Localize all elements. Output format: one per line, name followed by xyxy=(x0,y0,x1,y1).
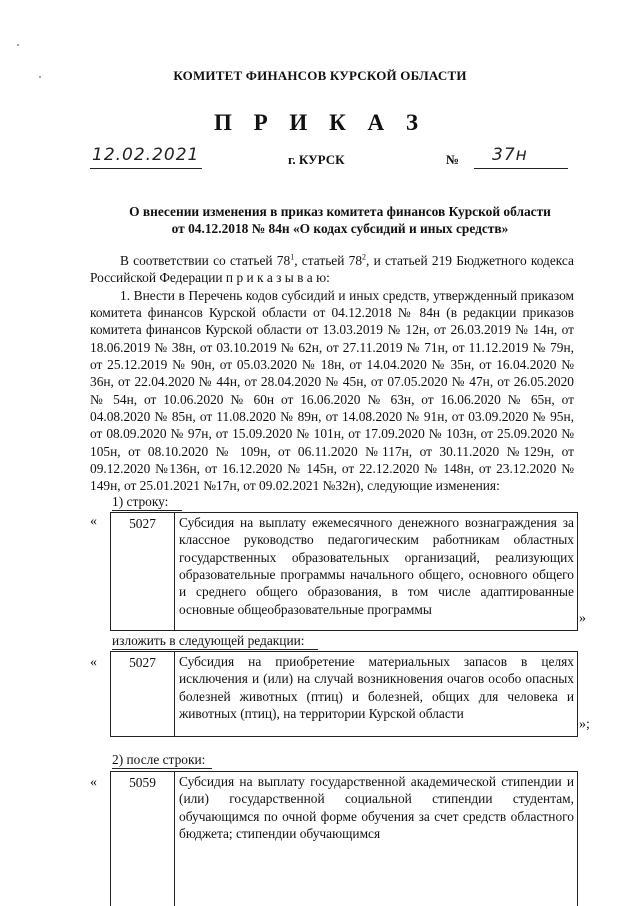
order-body xyxy=(90,252,574,495)
preamble-paragraph: В соответствии со статьей $78^1$, статьей $78^2$, и статьей 219 Бюджетного кодекса Российской Федерации п р и к а з ы в а ю: xyxy=(90,252,574,286)
committee-header: КОМИТЕТ ФИНАНСОВ КУРСКОЙ ОБЛАСТИ xyxy=(173,68,467,83)
subject-line-2: от 04.12.2018 № 84н «О кодах субсидий и иных средств» xyxy=(171,221,509,236)
item-2-underline xyxy=(112,768,212,769)
date-underline xyxy=(90,168,202,169)
clause-1-paragraph: 1. Внести в Перечень кодов субсидий и иных средств, утвержденный приказом комитета финансов Курской области от 04.12.2018 № 84н (в редакции приказов комитета финансов Курской области от 13.03.2019 № 12н, от 26.03.2019 № 14н, от 18.06.2019 № 38н, от 03.10.2019 № 62н, от 27.11.2019 № 71н, от 11.12.2019 № 79н, от 25.12.2019 № 90н, от 05.03.2020 № 18н, от 14.04.2020 № 35н, от 16.04.2020 № 36н, от 22.04.2020 № 44н, от 28.04.2020 № 45н, от 07.05.2020 № 47н, от 26.05.2020 № 54н, от 10.06.2020 № 60н от 16.06.2020 № 63н, от 16.06.2020 № 65н, от 04.08.2020 № 85н, от 11.08.2020 № 89н, от 14.08.2020 № 91н, от 03.09.2020 № 95н, от 08.09.2020 № 97н, от 15.09.2020 № 101н, от 17.09.2020 № 103н, от 25.09.2020 № 105н, от 08.10.2020 № 109н, от 06.11.2020 №117н, от 30.11.2020 №129н, от 09.12.2020 №136н, от 16.12.2020 № 145н, от 22.12.2020 № 148н, от 23.12.2020 № 149н, от 25.01.2021 №17н, от 09.02.2021 №32н), следующие изменения: xyxy=(90,287,574,494)
subject-line-1: О внесении изменения в приказ комитета финансов Курской области xyxy=(129,204,551,219)
new-row-code: 5027 xyxy=(111,652,175,736)
after-row-code: 5059 xyxy=(111,772,175,906)
replace-label: изложить в следующей редакции: xyxy=(112,633,305,648)
handwritten-number: 37н xyxy=(492,145,528,165)
old-row-code: 5027 xyxy=(111,513,175,630)
open-quote-after-row: « xyxy=(90,775,97,790)
close-quote-old-row: » xyxy=(579,611,586,626)
scan-speck xyxy=(17,44,19,46)
after-row-table xyxy=(110,771,578,906)
open-quote-new-row: « xyxy=(90,655,97,670)
item-1-underline xyxy=(112,510,182,511)
number-label: № xyxy=(446,152,460,167)
old-row-table xyxy=(110,512,578,631)
new-row-table xyxy=(110,651,578,737)
document-type-title: П Р И К А З xyxy=(213,110,426,135)
city-label: г. КУРСК xyxy=(288,152,345,167)
open-quote-old-row: « xyxy=(90,514,97,529)
item-2-label: 2) после строки: xyxy=(112,752,206,767)
old-row-text: Субсидия на выплату ежемесячного денежного вознаграждения за классное руководство педагогическим работникам областных государственных образовательных организаций, реализующих образовательные программы начального общего, основного общего и среднего общего образования, в том числе адаптированные основные общеобразовательные программы xyxy=(179,515,574,617)
after-row-text: Субсидия на выплату государственной академической стипендии и (или) государственной социальной стипендии студентам, обучающимся по очной форме обучения за счет средств областного бюджета; стипендии обучающимся xyxy=(179,774,574,842)
item-1-label: 1) строку: xyxy=(112,494,169,509)
new-row-text: Субсидия на приобретение материальных запасов в целях исключения и (или) на случай возникновения очагов особо опасных болезней животных (птиц) и болезней, общих для человека и животных (птиц), на территории Курской области xyxy=(179,654,574,722)
close-quote-new-row: »; xyxy=(579,717,590,732)
number-underline xyxy=(474,168,568,169)
handwritten-date: 12.02.2021 xyxy=(92,145,200,165)
replace-underline xyxy=(112,649,318,650)
order-subject xyxy=(90,203,590,237)
